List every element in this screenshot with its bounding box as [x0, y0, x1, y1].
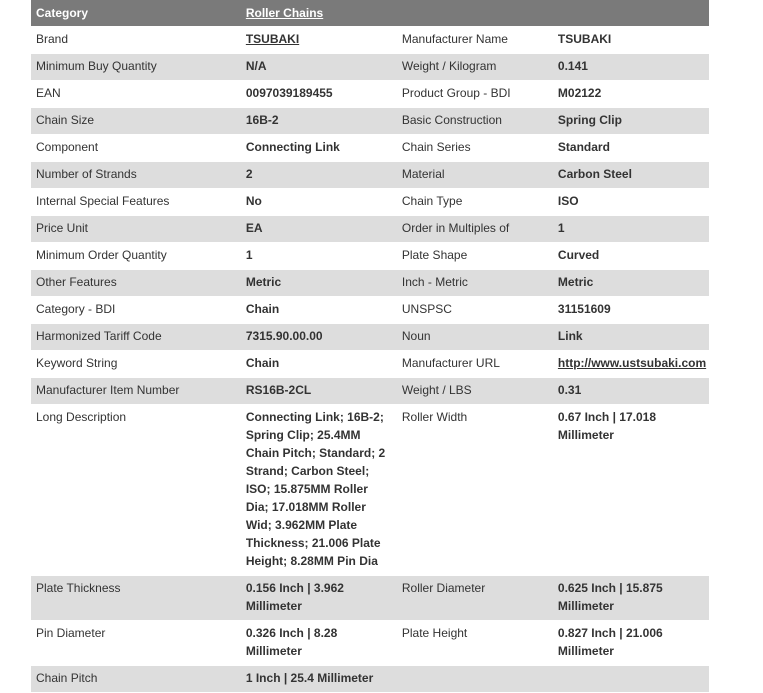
spec-value: M02122	[553, 81, 709, 108]
spec-value: Connecting Link; 16B-2; Spring Clip; 25.4MM Chain Pitch; Standard; 2 Strand; Carbon Steel; ISO; 15.875MM Roller Dia; 17.018MM Roller Wid; 3.962MM Plate Thickness; 21.006 Plate Height; 8.28MM Pin Dia	[241, 405, 397, 576]
spec-value: Chain	[241, 351, 397, 378]
table-row	[31, 621, 709, 666]
spec-label: Order in Multiples of	[397, 216, 553, 243]
spec-value: 2	[241, 162, 397, 189]
spec-value: 0.141	[553, 54, 709, 81]
spec-label: Material	[397, 162, 553, 189]
spec-value: Metric	[241, 270, 397, 297]
product-spec-table	[31, 0, 709, 693]
table-row	[31, 189, 709, 216]
spec-label: Brand	[31, 27, 241, 54]
spec-value: Standard	[553, 135, 709, 162]
spec-value	[553, 666, 709, 693]
spec-value-cell	[241, 27, 397, 54]
spec-value: 31151609	[553, 297, 709, 324]
spec-value: ISO	[553, 189, 709, 216]
spec-label: Inch - Metric	[397, 270, 553, 297]
spec-value: 0.625 Inch | 15.875 Millimeter	[553, 576, 709, 621]
spec-value: Connecting Link	[241, 135, 397, 162]
spec-label: Price Unit	[31, 216, 241, 243]
spec-value: Spring Clip	[553, 108, 709, 135]
spec-label: Keyword String	[31, 351, 241, 378]
spec-label: Long Description	[31, 405, 241, 576]
spec-value: 0.156 Inch | 3.962 Millimeter	[241, 576, 397, 621]
spec-value: N/A	[241, 54, 397, 81]
table-row	[31, 270, 709, 297]
spec-value: Metric	[553, 270, 709, 297]
table-row	[31, 576, 709, 621]
spec-value: EA	[241, 216, 397, 243]
spec-value: 1 Inch | 25.4 Millimeter	[241, 666, 397, 693]
spec-value: TSUBAKI	[553, 27, 709, 54]
spec-value: 0.827 Inch | 21.006 Millimeter	[553, 621, 709, 666]
spec-value: Curved	[553, 243, 709, 270]
spec-label: Harmonized Tariff Code	[31, 324, 241, 351]
header-value-cell	[241, 0, 709, 27]
spec-value: RS16B-2CL	[241, 378, 397, 405]
header-label: Category	[31, 0, 241, 27]
spec-label: Internal Special Features	[31, 189, 241, 216]
spec-label: Manufacturer Name	[397, 27, 553, 54]
table-header-row	[31, 0, 709, 27]
spec-label: Component	[31, 135, 241, 162]
spec-value: 0.31	[553, 378, 709, 405]
spec-label: UNSPSC	[397, 297, 553, 324]
spec-label: Pin Diameter	[31, 621, 241, 666]
spec-label: Other Features	[31, 270, 241, 297]
table-row	[31, 243, 709, 270]
spec-label: Plate Thickness	[31, 576, 241, 621]
spec-value: No	[241, 189, 397, 216]
spec-label: Roller Diameter	[397, 576, 553, 621]
spec-value: 16B-2	[241, 108, 397, 135]
spec-label: Noun	[397, 324, 553, 351]
table-row	[31, 27, 709, 54]
spec-value: 1	[241, 243, 397, 270]
spec-label: Manufacturer Item Number	[31, 378, 241, 405]
spec-value: 0097039189455	[241, 81, 397, 108]
table-row	[31, 378, 709, 405]
spec-label: Manufacturer URL	[397, 351, 553, 378]
spec-label: Minimum Buy Quantity	[31, 54, 241, 81]
table-row	[31, 351, 709, 378]
spec-label: Basic Construction	[397, 108, 553, 135]
spec-label: Weight / LBS	[397, 378, 553, 405]
table-row	[31, 216, 709, 243]
spec-label	[397, 666, 553, 693]
brand-link[interactable]: TSUBAKI	[245, 32, 300, 46]
spec-label: Chain Type	[397, 189, 553, 216]
spec-label: Chain Series	[397, 135, 553, 162]
manufacturer-url-link[interactable]: http://www.ustsubaki.com	[557, 356, 707, 370]
spec-label: Roller Width	[397, 405, 553, 576]
table-row	[31, 297, 709, 324]
spec-label: Minimum Order Quantity	[31, 243, 241, 270]
spec-value-cell	[553, 351, 709, 378]
table-row	[31, 666, 709, 693]
spec-value: 1	[553, 216, 709, 243]
spec-value: Chain	[241, 297, 397, 324]
spec-label: Number of Strands	[31, 162, 241, 189]
category-link[interactable]: Roller Chains	[245, 6, 324, 20]
spec-value: 0.326 Inch | 8.28 Millimeter	[241, 621, 397, 666]
table-row	[31, 162, 709, 189]
spec-label: Product Group - BDI	[397, 81, 553, 108]
table-row	[31, 405, 709, 576]
table-row	[31, 135, 709, 162]
spec-value: 0.67 Inch | 17.018 Millimeter	[553, 405, 709, 576]
spec-label: Chain Pitch	[31, 666, 241, 693]
spec-label: EAN	[31, 81, 241, 108]
spec-value: Link	[553, 324, 709, 351]
table-row	[31, 54, 709, 81]
spec-label: Chain Size	[31, 108, 241, 135]
spec-label: Plate Shape	[397, 243, 553, 270]
spec-label: Category - BDI	[31, 297, 241, 324]
spec-value: Carbon Steel	[553, 162, 709, 189]
spec-value: 7315.90.00.00	[241, 324, 397, 351]
table-row	[31, 108, 709, 135]
spec-label: Weight / Kilogram	[397, 54, 553, 81]
table-row	[31, 324, 709, 351]
table-row	[31, 81, 709, 108]
spec-label: Plate Height	[397, 621, 553, 666]
